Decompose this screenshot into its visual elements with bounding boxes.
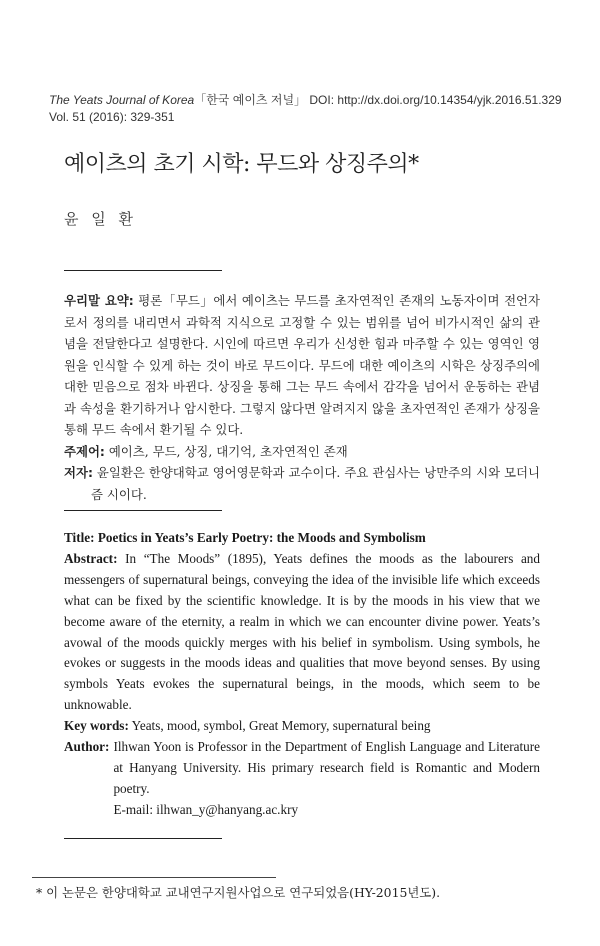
korean-author-text: 윤일환은 한양대학교 영어영문학과 교수이다. 주요 관심사는 낭만주의 시와 모더니즘 시이다.: [91, 465, 540, 502]
footnote: * 이 논문은 한양대학교 교내연구지원사업으로 연구되었음(HY-2015년도).: [36, 885, 441, 900]
korean-keywords: [64, 441, 540, 463]
journal-name-en: The Yeats Journal of Korea: [49, 93, 195, 107]
korean-keywords-text: 예이츠, 무드, 상징, 대기억, 초자연적인 존재: [104, 443, 348, 459]
korean-summary-text: 평론「무드」에서 예이츠는 무드를 초자연적인 존재의 노동자이며 전언자로서 정의를 내리면서 과학적 지식으로 고정할 수 있는 범위를 넘어 비가시적인 삶의 관념을 전달한다고 설명한다. 시인에 따르면 우리가 신성한 힘과 마주할 수 있는 영역인 영원을 인식할 수 있게 하는 것이 바로 무드이다. 무드에 대한 예이츠의 시학은 상징주의에 대한 믿음으로 점차 바뀐다. 상징을 통해 그는 무드 속에서 감각을 넘어서 운동하는 관념과 속성을 환기하거나 암시한다. 그렇지 않다면 알려지지 않을 초자연적인 존재가 상징을 통해 무드 속에서 환기될 수 있다.: [64, 293, 540, 437]
english-keywords-label: Key words:: [64, 718, 129, 734]
author-email[interactable]: E-mail: ilhwan_y@hanyang.ac.kry: [113, 801, 299, 817]
journal-header: [49, 92, 569, 126]
english-summary-label: Abstract:: [64, 550, 118, 566]
korean-author-info: [64, 462, 540, 505]
korean-author-label: 저자:: [64, 465, 93, 480]
volume-info: Vol. 51 (2016): 329-351: [49, 110, 175, 124]
doi-link[interactable]: DOI: http://dx.doi.org/10.14354/yjk.2016.51.329: [309, 93, 562, 107]
korean-keywords-label: 주제어:: [64, 443, 105, 459]
paper-author: 윤 일 환: [64, 210, 138, 228]
korean-abstract: [64, 290, 540, 505]
journal-citation-line: [49, 92, 569, 109]
english-author-label: Author:: [64, 739, 110, 755]
footnote-rule: [32, 877, 276, 878]
english-author-text: Ilhwan Yoon is Professor in the Department of English Language and Literature at Hanyang University. His primary research field is Romantic and Modern poetry.: [113, 739, 540, 796]
english-keywords-text: Yeats, mood, symbol, Great Memory, supernatural being: [128, 718, 431, 734]
korean-summary: [64, 290, 540, 441]
divider-bottom: [64, 838, 222, 839]
paper-title: 예이츠의 초기 시학: 무드와 상징주의*: [64, 152, 419, 177]
english-author-info: [64, 737, 540, 821]
english-summary: [64, 549, 540, 716]
english-abstract: [64, 528, 540, 821]
divider-top: [64, 270, 222, 271]
divider-middle: [64, 510, 222, 511]
english-summary-text: In “The Moods” (1895), Yeats defines the moods as the labourers and messengers of supernatural beings, conveying the idea of the invisible life which exceeds what can be fixed by the scientific knowledge. It is by the moods in his view that we become aware of the eternity, a realm in which we can encounter divine power. Yeats’s avowal of the moods quickly merges with his belief in symbolism. Using symbols, he evokes or suggests in the moods ideas and qualities that move beyond senses. By using symbols Yeats evokes the supernatural beings, in the moods, which seem to be unknowable.: [64, 550, 540, 713]
english-title: Title: Poetics in Yeats’s Early Poetry: the Moods and Symbolism: [64, 530, 426, 545]
english-author-body: [109, 737, 540, 821]
english-keywords: [64, 716, 540, 737]
journal-name-ko: 「한국 예이츠 저널」: [194, 93, 307, 107]
korean-summary-label: 우리말 요약:: [64, 293, 134, 308]
